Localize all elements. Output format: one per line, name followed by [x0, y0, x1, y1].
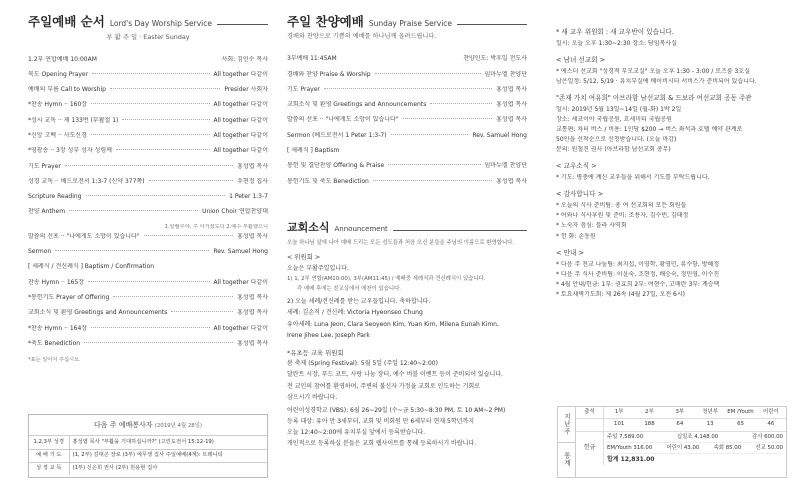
news-block: [556, 190, 786, 240]
table-key: 성 경 교 독: [29, 462, 69, 475]
order-leader: 1 Peter 1:3-7: [229, 193, 268, 201]
news-title: "존재 가치 여유희" 아브라함 남선교회 & 드보라 여선교회 공동 주관: [556, 94, 752, 103]
order-item: 찬송 Hymn ·· 165장: [28, 278, 85, 286]
news-line: 일시: 오늘 오후 1:30~2:30 장소: 담임목사실: [556, 39, 677, 47]
praise-title-en: Sunday Praise Service: [368, 19, 453, 28]
order-leader: 홍성엽 목사: [237, 293, 268, 301]
order-leader: 1.알렐루야, 주 아기셨도다 2.예수 부활했으니: [164, 223, 268, 230]
order-row: [287, 132, 527, 147]
order-row: [287, 86, 527, 101]
order-leader: 홍성엽 목사: [237, 232, 268, 240]
order-item: Sermon: [28, 248, 52, 256]
attendance-value: 65: [725, 419, 755, 431]
attendance-header: 1부: [604, 407, 634, 419]
money-row: [607, 443, 783, 454]
ann-text: 개인적으로 등록하실 분들은 교회 웹사이트를 통해 등록하시기 바랍니다.: [287, 440, 477, 448]
order-item: 교회소식 및 환영 Greetings and Announcements: [28, 309, 168, 317]
news-line: * 토요새벽기도회: 제 26속 (4월 27일, 오전 6시): [556, 290, 686, 298]
order-item: *성시 교독 ·· 제 133번 (부활절 1): [28, 116, 119, 124]
order-row: [287, 116, 527, 131]
next-week-servers-box: [28, 414, 268, 478]
offering-money: [576, 432, 786, 466]
order-row: [287, 178, 527, 193]
news-line: * 다음 주 식사 준비팀: 이윤숙, 조현정, 배승숙, 정민영, 이수진: [556, 270, 720, 278]
announcement-title-en: Announcement: [334, 224, 388, 233]
praise-rows: [287, 71, 527, 193]
order-row: [28, 233, 268, 248]
ann-text: 유아세례: Luna Jeon, Clara Seoyeon Kim, Yuan Kim, Milena Eunah Kimn,: [287, 320, 499, 328]
order-leader: All together 다같이: [213, 101, 268, 109]
order-leader: 홍성엽 목사: [496, 116, 527, 124]
table-key: 1,2,3부 성경: [29, 436, 69, 449]
news-line: * 헌 화: 손동원: [556, 232, 596, 240]
order-leader: Rev. Samuel Hong: [213, 248, 268, 256]
worship-title-en: Lord's Day Worship Service: [109, 19, 212, 28]
stats-side-label: 지난주: [562, 413, 571, 436]
order-item: 묵도 Opening Prayer: [28, 70, 89, 78]
order-leader: All together 다같이: [213, 132, 268, 139]
money-item: 선교 50.00: [755, 444, 783, 451]
ann-text: 봄 축제 (Spring Festival): 5월 5일 (주일 12:40~2:00): [287, 360, 438, 368]
money-label: 헌금: [576, 432, 604, 466]
ann-text: 삼으시기 바랍니다.: [287, 393, 338, 401]
news-title: < 감사합니다 >: [556, 190, 604, 199]
order-item: 기도 Prayer: [287, 85, 320, 93]
table-row: [29, 436, 267, 449]
ann-text: 어린이성경학교 (VBS): 6월 26~29일 (수~금 5:30~8:30 PM, 토 10 AM~2 PM): [287, 406, 506, 414]
title-rule: [457, 24, 527, 25]
stats-side: [558, 407, 576, 477]
order-leader: 임마누엘 찬양단: [484, 70, 527, 78]
praise-leader: 찬양인도: 박후일 전도사: [463, 55, 527, 63]
order-row: [28, 178, 268, 193]
table-value: (1부) 신은희 권사 (2부) 원용현 집사: [69, 462, 267, 475]
worship-order-column: [28, 14, 268, 364]
order-leader: All together 다같이: [213, 70, 268, 78]
news-block: [556, 28, 786, 48]
order-row: [28, 325, 268, 340]
news-line: * 오늘의 식사 준비팀: 총 여 선교회의 모든 회원들: [556, 202, 687, 210]
news-line: 일시: 2019년 5월 13일~14일 (월-화) 1박 2일: [556, 105, 682, 113]
order-item: 찬양 Anthem: [28, 208, 66, 216]
service-time: 1.2부 연합예배 10:00AM: [28, 55, 97, 63]
service-presider: 사회: 김인수 목사: [221, 55, 268, 63]
attendance-header: 2부: [634, 407, 664, 419]
title-rule: [217, 24, 268, 25]
ann-text: 1) 1, 2부 연합(AM10:00), 3부(AM11:45) / 예배중 세례식과 견신례식이 있습니다.: [287, 275, 486, 282]
ann-text: 각 예배 후에는 친교실에서 애찬이 있습니다.: [297, 286, 402, 293]
stats-side-label: 통계: [558, 442, 575, 478]
news-block: [556, 94, 786, 154]
news-line: * 다음 주 친교 나눔팀: 최지섭, 이영학, 황영민, 류수항, 방혜정: [556, 260, 720, 268]
news-line: * 노숙자 점심: 블라 사역회: [556, 222, 627, 230]
news-line: * 에스더 선교회 "성경적 부모교실" 오늘 오후 1:30 - 3:00 / 로즈룸 3호실: [556, 67, 750, 75]
order-leader: Union Choir 연합찬양대: [202, 208, 268, 216]
ann-text: 2) 오늘 세례/견신례를 받는 교우들입니다. 축하합니다.: [287, 298, 431, 306]
order-item: *축도 Benediction: [28, 339, 81, 347]
praise-title: [287, 14, 527, 31]
order-leader: All together 다같이: [213, 116, 268, 124]
order-item: 경배와 찬양 Praise & Worship: [287, 70, 371, 78]
news-line: 문의: 원철진 권사 (아브라함 남선교회 총무): [556, 146, 671, 154]
worship-title: [28, 14, 268, 31]
next-week-title-text: 다음 주 예배봉사자: [93, 421, 153, 429]
order-row: [28, 193, 268, 208]
ann-text: Irene Jihee Lee, Joseph Park: [287, 331, 370, 339]
praise-subtitle: 경배와 찬양으로 기쁨의 예배를 하나님께 올려드립니다.: [287, 32, 437, 40]
order-item: *영광송 ·· 3장 성부 성자 성령께: [28, 147, 112, 155]
order-item: 봉헌 및 결단찬양 Offering & Praise: [287, 162, 385, 170]
attendance-value: 101: [604, 419, 634, 431]
worship-title-ko: 주일예배 순서: [28, 14, 105, 29]
order-item: *찬송 Hymn ·· 164장: [28, 324, 88, 332]
announcement-title: [287, 221, 527, 236]
news-line: 50인을 선착순으로 신청받습니다. (오늘 마감): [556, 136, 677, 144]
attendance-header: 3부: [665, 407, 695, 419]
money-lines: [604, 432, 786, 466]
order-leader: All together 다같이: [213, 147, 268, 155]
order-row: [28, 248, 268, 263]
order-item: 교회소식 및 환영 Greetings and Announcements: [287, 101, 427, 109]
news-line: * 4월 안내/헌금: 1부: 권효희 2부: 여현수, 고매란 3부: 계승택: [556, 280, 720, 288]
order-row: [28, 263, 268, 278]
news-line: * 어와나 식사후원 및 준비: 조용자, 김수빈, 김태정: [556, 212, 689, 220]
news-title: * 새 교우 위원회 : 새 교우반이 있습니다.: [556, 28, 674, 36]
attendance-header: 어린이: [756, 407, 786, 419]
news-line: 교통편: 차터 버스 / 비용: 1인당 $200 → 버스 좌석과 호텔 예약 관계로: [556, 126, 743, 134]
order-row: [28, 224, 268, 233]
news-block: [556, 56, 786, 86]
news-block: [556, 162, 786, 182]
offering-statistics: [557, 406, 787, 478]
attendance-header: EM /Youth: [725, 407, 755, 419]
ann-text: 오늘은 부활주일입니다.: [287, 264, 349, 272]
ann-text: 등록 대상: 유아 만 3세부터, 교회 및 비회원 만 6세부터 현재 5학년까지: [287, 417, 475, 425]
service-heading: [28, 56, 268, 71]
order-row: [287, 162, 527, 177]
order-row: [287, 71, 527, 86]
attendance-header: 청년부: [695, 407, 725, 419]
table-row: [29, 462, 267, 475]
attendance-label: 출석: [576, 407, 604, 419]
stats-main: [576, 407, 786, 477]
order-leader: Rev. Samuel Hong: [472, 131, 527, 139]
order-item: 봉헌기도 및 축도 Benediction: [287, 177, 369, 185]
order-row: [28, 71, 268, 86]
ann-text: 달란트 시장, 푸드 코트, 사랑 나눔 장터, 예수 버블 이벤트 등이 준비되어 있습니다.: [287, 371, 503, 379]
order-leader: 홍성엽 목사: [496, 101, 527, 109]
order-row: [28, 279, 268, 294]
order-item: 예배의 부름 Call to Worship: [28, 86, 106, 94]
attendance-value: 64: [665, 419, 695, 431]
order-item: 성경 교독 ·· 베드로전서 1:3-7 (신약 377쪽): [28, 177, 145, 185]
news-title: < 교우소식 >: [556, 162, 597, 171]
announcements: [287, 221, 527, 448]
order-row: [28, 309, 268, 324]
praise-service-column: [287, 14, 527, 451]
money-row: [607, 433, 783, 444]
order-row: [28, 132, 268, 147]
table-value: (1, 2부) 김대곤 장로 (3부) 예무쟁 집사 주일예배(4계): 트레니티: [69, 449, 267, 462]
ann-text: 세례: 김손직 / 견신례: Victoria Hyeonseo Chung: [287, 309, 423, 317]
order-row: [28, 101, 268, 116]
attendance-grid: [576, 407, 786, 432]
order-item: *신앙 고백 ·· 사도신경: [28, 132, 87, 139]
welcome-heading: < 위원회 >: [287, 253, 321, 262]
ann-text: 오늘 12:40~2:00에 유치부실 앞에서 등록받습니다.: [287, 428, 426, 436]
money-item: EM/Youth 316.00: [607, 444, 653, 451]
money-total: 합계 12,831.00: [607, 456, 655, 464]
news-title: < 남녀 선교회 >: [556, 55, 606, 64]
attendance-value: 13: [695, 419, 725, 431]
table-row: [29, 449, 267, 462]
money-item: 감사 600.00: [751, 433, 783, 440]
order-row: [287, 101, 527, 116]
news-line: 장소: 세코이아 국립공원, 요세미티 국립공원: [556, 116, 672, 124]
news-block: [556, 249, 786, 299]
money-item: 속회 85.00: [713, 444, 742, 451]
news-line: * 기도: 병중에 계신 교우들을 위해서 기도를 부탁드립니다.: [556, 174, 710, 182]
news-blocks: [556, 28, 786, 299]
order-row: [28, 117, 268, 132]
title-rule: [393, 230, 527, 231]
order-leader: 홍성엽 목사: [237, 162, 268, 170]
table-value: 홍성엽 목사 "부활을 기대하십니까?" (고린도전서 15:12-19): [69, 436, 267, 449]
order-leader: 우현정 집사: [237, 177, 268, 185]
ann-text: 전 교인의 참여를 환영하며, 주변의 불신자 가정을 교회로 인도하는 기회로: [287, 382, 480, 390]
praise-time: 3부예배 11:45AM: [287, 55, 337, 63]
order-leader: 홍성엽 목사: [496, 85, 527, 93]
order-leader: 홍성엽 목사: [496, 177, 527, 185]
news-line: 남은일정: 5/12, 5/19 · 유치부실에 베이비시터 서비스가 준비되어 있습니다.: [556, 77, 757, 85]
announcement-intro: 오늘 하나님 앞에 나아 예배 드리는 모든 성도들과 처음 오신 분들을 주님의 이름으로 환영합니다.: [287, 239, 515, 246]
order-row: [28, 163, 268, 178]
order-item: 기도 Prayer: [28, 162, 61, 170]
money-item: 십일조 4,148.00: [676, 433, 719, 440]
order-item: *찬송 Hymn ·· 160장: [28, 101, 88, 109]
order-leader: All together 다같이: [213, 278, 268, 286]
praise-heading: [287, 55, 527, 70]
worship-subtitle: 부 활 주 일 · Easter Sunday: [106, 32, 190, 41]
money-item: 주일 7,589.00: [607, 433, 644, 440]
order-row: [287, 147, 527, 162]
order-row: [28, 147, 268, 162]
order-row: [28, 86, 268, 101]
announcement-title-ko: 교회소식: [287, 220, 330, 234]
order-item: [ 세례식 / 견신례식 ] Baptism / Confirmation: [28, 263, 155, 271]
order-row: [28, 340, 268, 355]
order-item: 말씀의 선포 ·· "나에게도 소망이 있습니다": [287, 116, 399, 124]
order-row: [28, 294, 268, 309]
attendance-value: 188: [634, 419, 664, 431]
edu-heading: *유초등 교육 위원회: [287, 348, 344, 357]
attendance-spacer: [576, 419, 604, 431]
attendance-value: 46: [756, 419, 786, 431]
money-item: 어린이 43.00: [666, 444, 700, 451]
news-column: [556, 28, 786, 307]
order-leader: 임마누엘 찬양단: [484, 162, 527, 170]
worship-rows: [28, 71, 268, 355]
order-leader: 홍성엽 목사: [237, 339, 268, 347]
order-leader: Presider 사회자: [224, 86, 268, 94]
next-week-title: [29, 421, 267, 430]
praise-title-ko: 주일 찬양예배: [287, 14, 364, 29]
order-row: [28, 208, 268, 223]
next-week-date: (2019년 4월 28일): [154, 423, 203, 429]
order-item: [ 세례식 ] Baptism: [287, 147, 340, 155]
order-item: Sermon (베드로전서 1 Peter 1:3-7): [287, 131, 387, 139]
order-item: 말씀의 선포 ·· "나에게도 소망이 있습니다": [28, 232, 140, 240]
next-week-table: [29, 435, 267, 474]
table-key: 예 배 기 도: [29, 449, 69, 462]
order-leader: 홍성엽 목사: [237, 309, 268, 317]
news-title: < 안내 >: [556, 248, 584, 257]
stand-note: *표는 일어서 주십시오.: [28, 357, 81, 364]
order-item: Scripture Reading: [28, 193, 82, 201]
order-leader: All together 다같이: [213, 324, 268, 332]
order-item: *봉헌기도 Prayer of Offering: [28, 293, 110, 301]
